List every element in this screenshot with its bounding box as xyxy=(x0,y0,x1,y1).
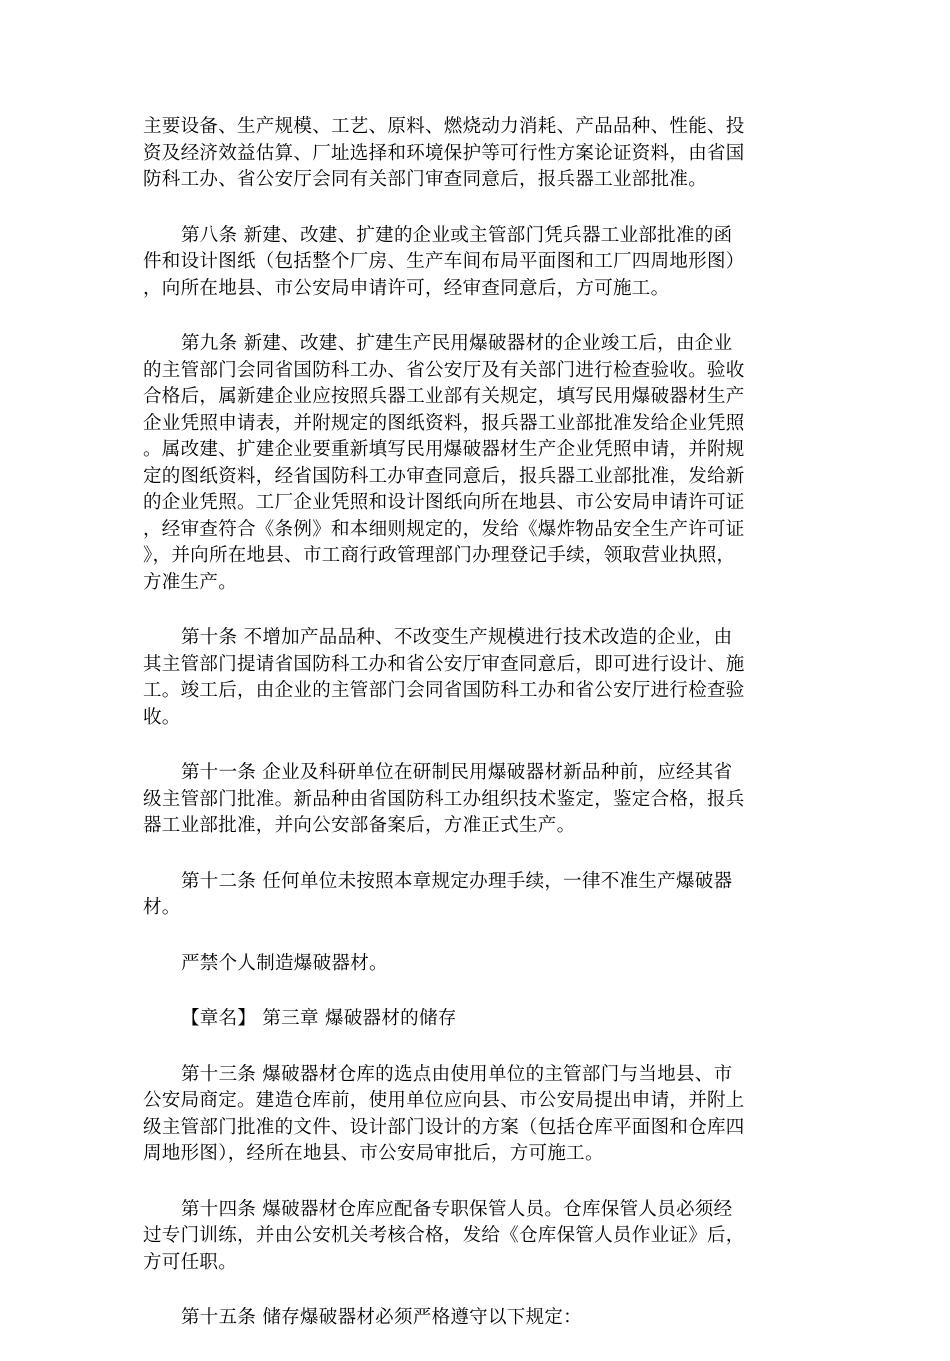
text-line: 材。 xyxy=(143,897,181,918)
paragraph-article-7-tail xyxy=(143,114,773,194)
text-line: 定的图纸资料，经省国防科工办审查同意后，报兵器工业部批准，发给新 xyxy=(143,465,745,487)
text-line: 过专门训练，并由公安机关考核合格，发给《仓库保管人员作业证》后， xyxy=(143,1225,745,1246)
text-line: 器工业部批准，并向公安部备案后，方准正式生产。 xyxy=(143,815,576,836)
text-line: 周地形图），经所在地县、市公安局审批后，方可施工。 xyxy=(143,1143,604,1164)
text-line: 级主管部门批准的文件、设计部门设计的方案（包括仓库平面图和仓库四 xyxy=(143,1116,745,1138)
text-line: 合格后，属新建企业应按照兵器工业部有关规定，填写民用爆破器材生产 xyxy=(143,386,745,407)
text-line: 。属改建、扩建企业要重新填写民用爆破器材生产企业凭照申请，并附规 xyxy=(143,439,745,460)
text-line: 其主管部门提请省国防科工办和省公安厅审查同意后，即可进行设计、施 xyxy=(143,653,745,675)
text-line: 第九条 新建、改建、扩建生产民用爆破器材的企业竣工后，由企业 xyxy=(181,333,733,354)
text-line: 工。竣工后，由企业的主管部门会同省国防科工办和省公安厅进行检查验 xyxy=(143,680,745,701)
text-line: ，向所在地县、市公安局申请许可，经审查同意后，方可施工。 xyxy=(143,277,670,299)
paragraph-article-12 xyxy=(143,869,773,922)
text-line: 第十五条 储存爆破器材必须严格遵守以下规定： xyxy=(181,1307,582,1328)
paragraph-article-12-b xyxy=(143,951,773,978)
paragraph-article-8 xyxy=(143,223,773,303)
paragraph-article-13 xyxy=(143,1062,773,1168)
paragraph-article-9 xyxy=(143,331,773,596)
paragraph-article-10 xyxy=(143,625,773,731)
text-line: 》，并向所在地县、市工商行政管理部门办理登记手续，领取营业执照， xyxy=(143,545,736,566)
paragraph-article-14 xyxy=(143,1197,773,1277)
text-line: 企业凭照申请表，并附规定的图纸资料，报兵器工业部批准发给企业凭照 xyxy=(143,412,745,434)
text-line: 方准生产。 xyxy=(143,571,238,593)
paragraph-chapter-3-heading xyxy=(143,1006,773,1033)
text-line: 收。 xyxy=(143,706,181,728)
text-line: 防科工办、省公安厅会同有关部门审查同意后，报兵器工业部批准。 xyxy=(143,169,708,190)
text-line: 资及经济效益估算、厂址选择和环境保护等可行性方案论证资料，由省国 xyxy=(143,142,745,164)
text-line: 公安局商定。建造仓库前，使用单位应向县、市公安局提出申请，并附上 xyxy=(143,1090,745,1111)
document-body xyxy=(143,114,773,1361)
paragraph-article-11 xyxy=(143,760,773,840)
text-line: 件和设计图纸（包括整个厂房、生产车间布局平面图和工厂四周地形图） xyxy=(143,251,745,272)
text-line: 第十四条 爆破器材仓库应配备专职保管人员。仓库保管人员必须经 xyxy=(181,1198,733,1220)
paragraph-article-15 xyxy=(143,1305,773,1332)
text-line: 的主管部门会同省国防科工办、省公安厅及有关部门进行检查验收。验收 xyxy=(143,359,745,381)
text-line: 【章名】 第三章 爆破器材的储存 xyxy=(181,1008,457,1029)
text-line: 严禁个人制造爆破器材。 xyxy=(181,952,388,974)
text-line: 第十三条 爆破器材仓库的选点由使用单位的主管部门与当地县、市 xyxy=(181,1063,733,1085)
text-line: 第十一条 企业及科研单位在研制民用爆破器材新品种前，应经其省 xyxy=(181,762,733,783)
text-line: 第十条 不增加产品品种、不改变生产规模进行技术改造的企业，由 xyxy=(181,627,733,648)
text-line: 主要设备、生产规模、工艺、原料、燃烧动力消耗、产品品种、性能、投 xyxy=(143,116,745,137)
text-line: 第八条 新建、改建、扩建的企业或主管部门凭兵器工业部批准的函 xyxy=(181,224,733,246)
text-line: 方可任职。 xyxy=(143,1251,238,1273)
text-line: ，经审查符合《条例》和本细则规定的，发给《爆炸物品安全生产许可证 xyxy=(143,518,745,540)
text-line: 级主管部门批准。新品种由省国防科工办组织技术鉴定，鉴定合格，报兵 xyxy=(143,788,745,810)
text-line: 第十二条 任何单位未按照本章规定办理手续，一律不准生产爆破器 xyxy=(181,870,733,892)
text-line: 的企业凭照。工厂企业凭照和设计图纸向所在地县、市公安局申请许可证 xyxy=(143,492,745,513)
